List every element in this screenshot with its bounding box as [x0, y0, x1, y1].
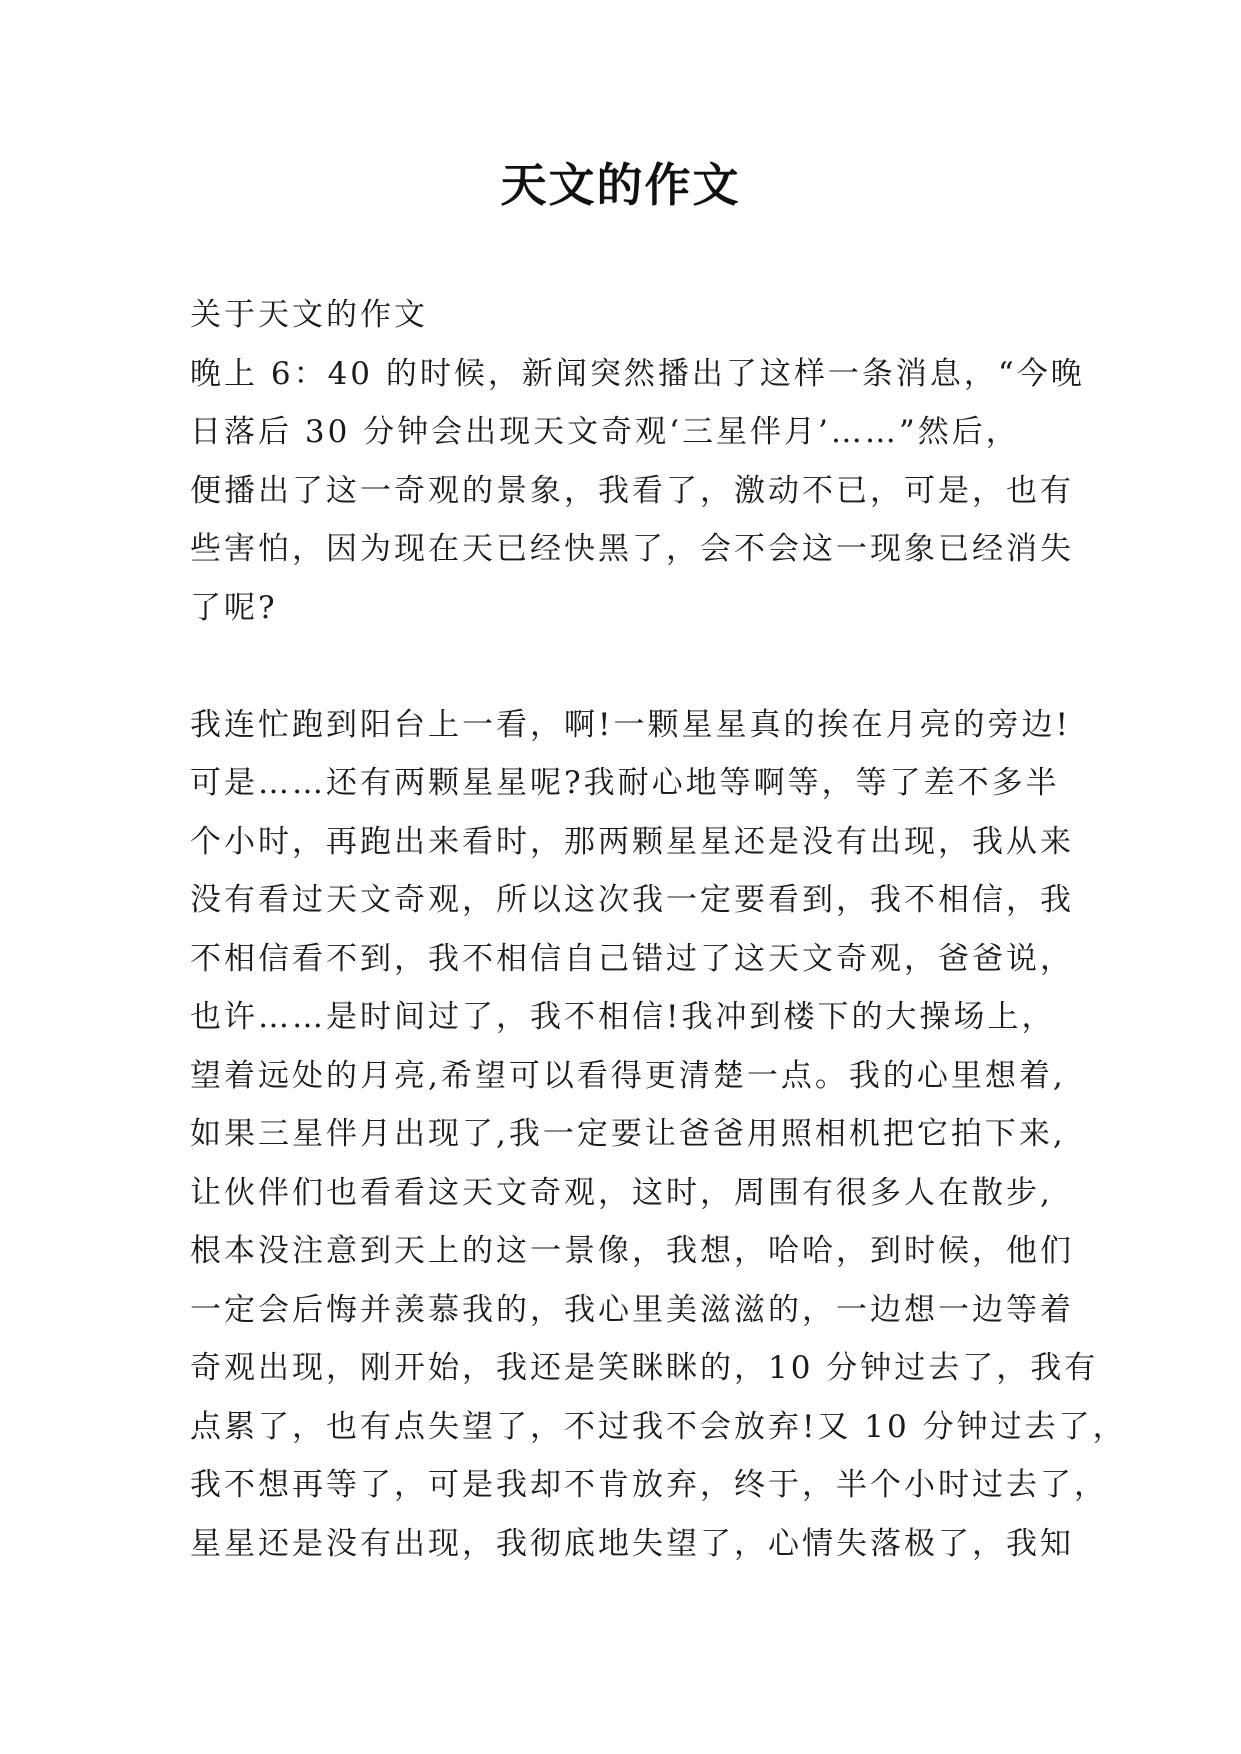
text-line: 晚上 6：40 的时候，新闻突然播出了这样一条消息，“今晚	[190, 355, 1085, 392]
text-line: 让伙伴们也看看这天文奇观，这时，周围有很多人在散步,	[190, 1174, 1053, 1211]
text-line: 我不想再等了，可是我却不肯放弃，终于，半个小时过去了，	[190, 1467, 1108, 1503]
text-line: 也许……是时间过了，我不相信!我冲到楼下的大操场上，	[190, 999, 1056, 1035]
paragraph-gap	[190, 637, 1060, 696]
text-line: 了呢?	[190, 589, 278, 626]
text-line: 一定会后悔并羡慕我的，我心里美滋滋的，一边想一边等着	[190, 1291, 1074, 1328]
text-line: 望着远处的月亮,希望可以看得更清楚一点。我的心里想着,	[190, 1057, 1066, 1094]
text-line: 没有看过天文奇观，所以这次我一定要看到，我不相信，我	[190, 882, 1074, 918]
text-line: 些害怕，因为现在天已经快黑了，会不会这一现象已经消失	[190, 531, 1074, 567]
text-line: 点累了，也有点失望了，不过我不会放弃!又 10 分钟过去了，	[190, 1408, 1127, 1445]
text-line: 便播出了这一奇观的景象，我看了，激动不已，可是，也有	[190, 472, 1074, 509]
text-line: 日落后 30 分钟会出现天文奇观‘三星伴月’……”然后，	[190, 414, 1020, 450]
document-body	[190, 286, 1127, 1573]
text-line: 不相信看不到，我不相信自己错过了这天文奇观，爸爸说，	[190, 940, 1074, 977]
document-title: 天文的作文	[500, 158, 741, 212]
text-line: 星星还是没有出现，我彻底地失望了，心情失落极了，我知	[190, 1525, 1074, 1562]
text-line: 可是……还有两颗星星呢?我耐心地等啊等，等了差不多半	[190, 765, 1060, 801]
paragraph-2	[190, 696, 1127, 1574]
paragraph-1	[190, 286, 1085, 637]
text-line: 如果三星伴月出现了,我一定要让爸爸用照相机把它拍下来,	[190, 1116, 1066, 1152]
text-line: 个小时，再跑出来看时，那两颗星星还是没有出现，我从来	[190, 823, 1074, 860]
text-line: 关于天文的作文	[190, 297, 428, 333]
text-line: 奇观出现，刚开始，我还是笑眯眯的，10 分钟过去了，我有	[190, 1350, 1099, 1386]
text-line: 根本没注意到天上的这一景像，我想，哈哈，到时候，他们	[190, 1233, 1074, 1269]
text-line: 我连忙跑到阳台上一看，啊!一颗星星真的挨在月亮的旁边!	[190, 706, 1071, 743]
